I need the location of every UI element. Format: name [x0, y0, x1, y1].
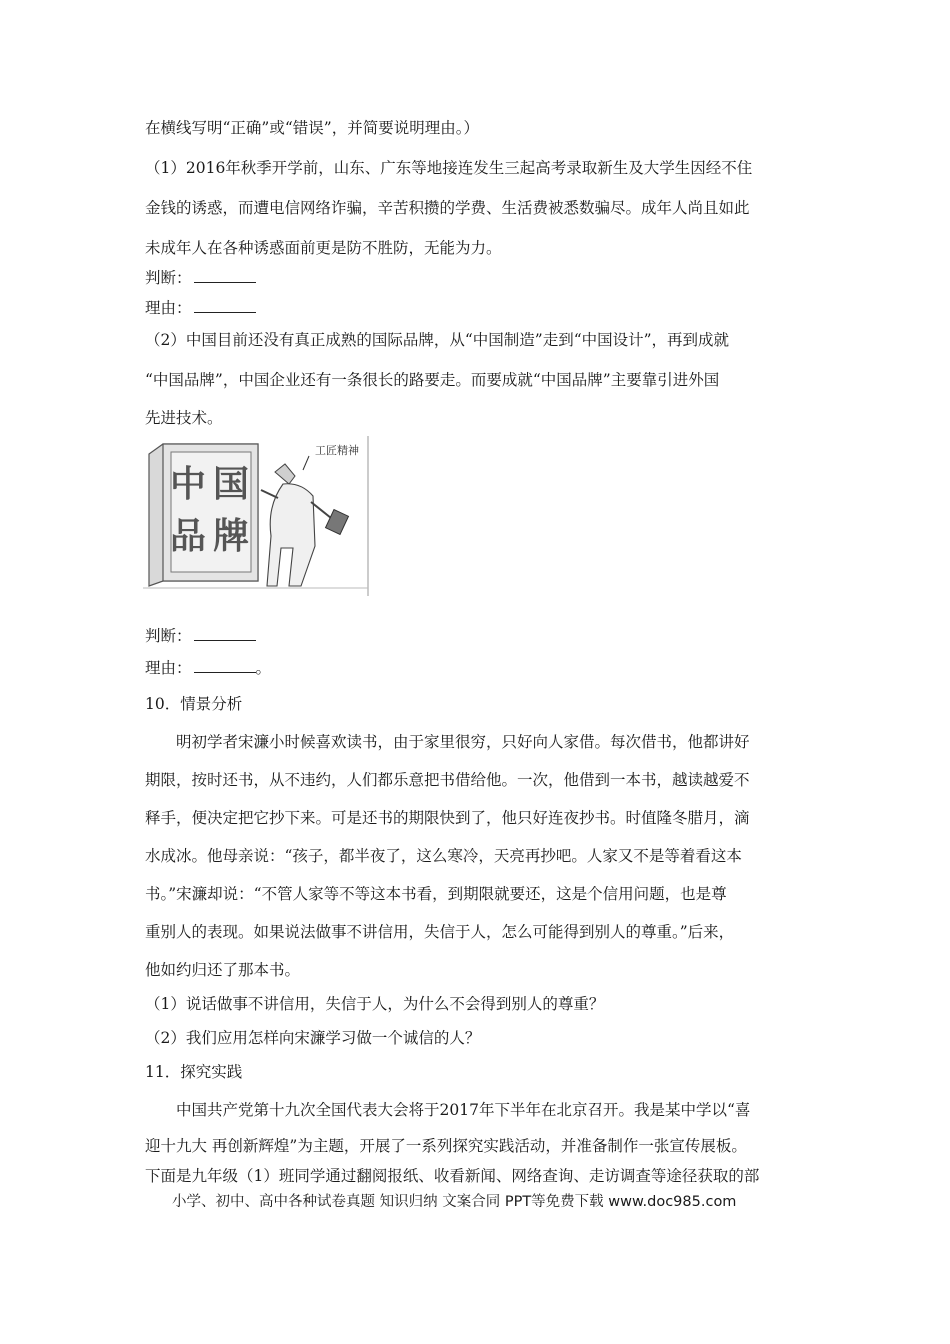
reason-line [145, 298, 256, 318]
section-11-title: 11．探究实践 [145, 1063, 243, 1081]
text-line: “中国品牌”，中国企业还有一条很长的路要走。而要成就“中国品牌”主要靠引进外国 [145, 371, 720, 389]
judgement-label: 判断： [145, 627, 192, 645]
craftsman-label: 工匠精神 [315, 444, 359, 457]
section-10-title: 10．情景分析 [145, 695, 243, 713]
full-stop: 。 [255, 659, 272, 677]
judgement-line [145, 626, 256, 646]
text-line: 下面是九年级（1）班同学通过翻阅报纸、收看新闻、网络查询、走访调查等途径获取的部 [145, 1167, 760, 1185]
board-char: 中 [169, 464, 207, 505]
china-brand-cartoon [143, 436, 370, 596]
text-line: 金钱的诱惑，而遭电信网络诈骗，辛苦积攒的学费、生活费被悉数骗尽。成年人尚且如此 [145, 199, 750, 217]
page-footer: 小学、初中、高中各种试卷真题 知识归纳 文案合同 PPT等免费下载 www.doc985.com [172, 1194, 737, 1210]
text-line: 先进技术。 [145, 409, 223, 427]
text-line: 书。”宋濂却说：“不管人家等不等这本书看，到期限就要还，这是个信用问题，也是尊 [145, 885, 727, 903]
board-char: 国 [212, 464, 250, 505]
question-line: （2）我们应用怎样向宋濂学习做一个诚信的人？ [145, 1029, 481, 1047]
answer-blank[interactable] [194, 298, 256, 313]
text-line: 期限，按时还书，从不违约，人们都乐意把书借给他。一次，他借到一本书，越读越爱不 [145, 771, 750, 789]
answer-blank[interactable] [194, 626, 256, 641]
text-line: 中国共产党第十九次全国代表大会将于2017年下半年在北京召开。我是某中学以“喜 [176, 1101, 751, 1119]
judgement-line [145, 268, 256, 288]
judgement-label: 判断： [145, 269, 192, 287]
question-1-line: （1）2016年秋季开学前，山东、广东等地接连发生三起高考录取新生及大学生因经不住 [145, 159, 753, 177]
text-line: 他如约归还了那本书。 [145, 961, 301, 979]
answer-blank[interactable] [194, 658, 256, 673]
text-line: 重别人的表现。如果说法做事不讲信用，失信于人，怎么可能得到别人的尊重。”后来， [145, 923, 735, 941]
reason-line [145, 658, 271, 678]
reason-label: 理由： [145, 299, 192, 317]
reason-label: 理由： [145, 659, 192, 677]
text-line: 释手，便决定把它抄下来。可是还书的期限快到了，他只好连夜抄书。时值隆冬腊月，滴 [145, 809, 750, 827]
text-line: 水成冰。他母亲说：“孩子，都半夜了，这么寒冷，天亮再抄吧。人家又不是等着看这本 [145, 847, 742, 865]
board-char: 牌 [212, 516, 250, 557]
answer-blank[interactable] [194, 268, 256, 283]
text-line: 在横线写明“正确”或“错误”，并简要说明理由。） [145, 119, 479, 137]
text-line: 迎十九大 再创新辉煌”为主题，开展了一系列探究实践活动，并准备制作一张宣传展板。 [145, 1137, 747, 1155]
question-2-line: （2）中国目前还没有真正成熟的国际品牌，从“中国制造”走到“中国设计”，再到成就 [145, 331, 730, 349]
text-line: 明初学者宋濂小时候喜欢读书，由于家里很穷，只好向人家借。每次借书，他都讲好 [176, 733, 750, 751]
text-line: 未成年人在各种诱惑面前更是防不胜防，无能为力。 [145, 239, 502, 257]
board-char: 品 [169, 516, 207, 557]
question-line: （1）说话做事不讲信用，失信于人，为什么不会得到别人的尊重？ [145, 995, 605, 1013]
